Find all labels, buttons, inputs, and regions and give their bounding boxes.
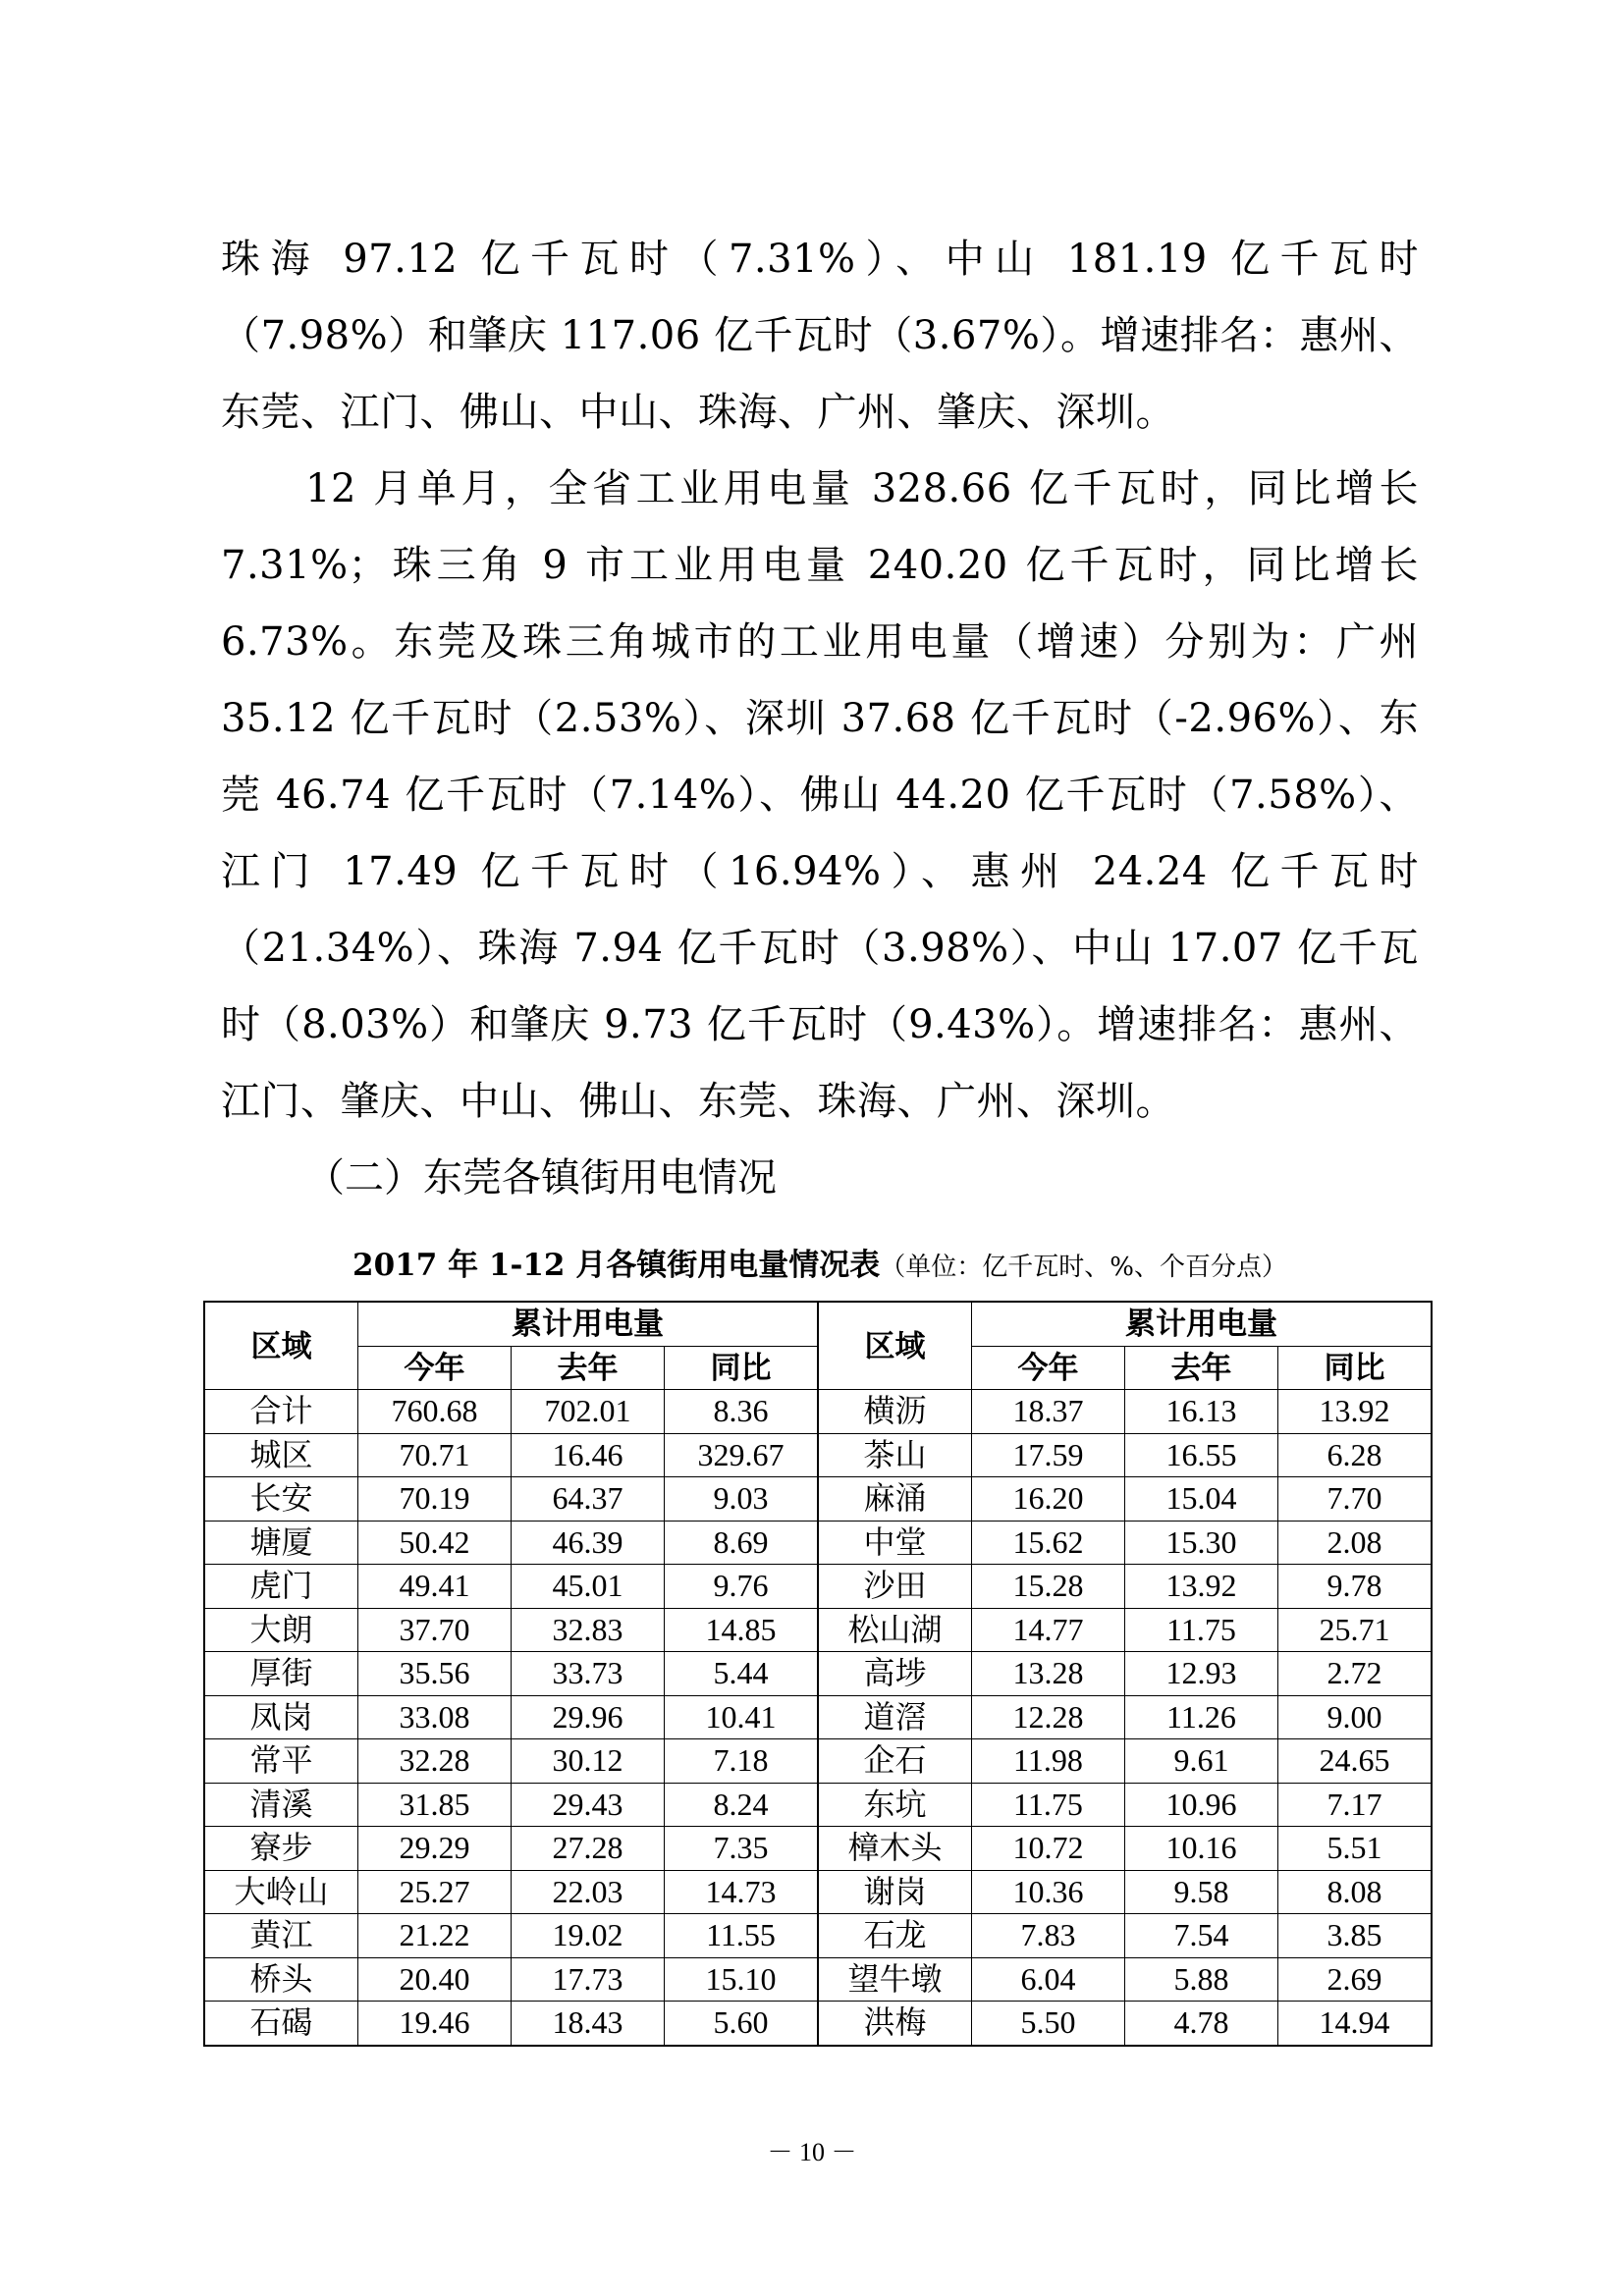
cell-yoy-right: 9.78: [1277, 1565, 1432, 1609]
cell-this-year-right: 10.36: [971, 1870, 1124, 1914]
cell-last-year-right: 5.88: [1124, 1957, 1277, 2002]
table-row: [204, 1957, 1432, 2002]
table-row: [204, 1739, 1432, 1784]
cell-last-year-left: 45.01: [511, 1565, 664, 1609]
cell-region-left: 大朗: [204, 1608, 358, 1652]
cell-this-year-left: 70.19: [358, 1477, 512, 1522]
cell-last-year-right: 7.54: [1124, 1914, 1277, 1958]
cell-last-year-right: 12.93: [1124, 1652, 1277, 1696]
cell-region-right: 石龙: [818, 1914, 972, 1958]
paragraph-1: 珠海 97.12 亿千瓦时（7.31%）、中山 181.19 亿千瓦时（7.98%）和肇庆 117.06 亿千瓦时（3.67%）。增速排名：惠州、东莞、江门、佛山、中山、珠海、广州、肇庆、深圳。: [221, 237, 1419, 435]
cell-yoy-right: 14.94: [1277, 2002, 1432, 2046]
table-row: [204, 1477, 1432, 1522]
cell-region-right: 洪梅: [818, 2002, 972, 2046]
table-body: [204, 1390, 1432, 2046]
cell-this-year-right: 6.04: [971, 1957, 1124, 2002]
cell-this-year-left: 50.42: [358, 1521, 512, 1565]
cell-last-year-left: 702.01: [511, 1390, 664, 1434]
cell-region-left: 大岭山: [204, 1870, 358, 1914]
cell-region-right: 望牛墩: [818, 1957, 972, 2002]
cell-region-left: 虎门: [204, 1565, 358, 1609]
header-last-year-right: 去年: [1124, 1346, 1277, 1390]
cell-yoy-left: 8.36: [664, 1390, 818, 1434]
cell-yoy-right: 5.51: [1277, 1827, 1432, 1871]
cell-last-year-left: 16.46: [511, 1433, 664, 1477]
cell-last-year-left: 22.03: [511, 1870, 664, 1914]
cell-this-year-left: 21.22: [358, 1914, 512, 1958]
electricity-table: [203, 1301, 1433, 2047]
cell-yoy-left: 329.67: [664, 1433, 818, 1477]
table-row: [204, 1565, 1432, 1609]
cell-yoy-left: 8.69: [664, 1521, 818, 1565]
cell-region-left: 黄江: [204, 1914, 358, 1958]
cell-yoy-left: 8.24: [664, 1783, 818, 1827]
cell-region-right: 道滘: [818, 1695, 972, 1739]
cell-yoy-right: 13.92: [1277, 1390, 1432, 1434]
cell-this-year-right: 10.72: [971, 1827, 1124, 1871]
cell-yoy-left: 14.85: [664, 1608, 818, 1652]
cell-last-year-right: 11.75: [1124, 1608, 1277, 1652]
cell-this-year-right: 12.28: [971, 1695, 1124, 1739]
cell-last-year-right: 15.30: [1124, 1521, 1277, 1565]
cell-yoy-left: 5.60: [664, 2002, 818, 2046]
cell-last-year-left: 29.96: [511, 1695, 664, 1739]
cell-region-left: 寮步: [204, 1827, 358, 1871]
cell-last-year-right: 15.04: [1124, 1477, 1277, 1522]
cell-yoy-right: 7.70: [1277, 1477, 1432, 1522]
cell-region-left: 桥头: [204, 1957, 358, 2002]
cell-last-year-left: 33.73: [511, 1652, 664, 1696]
cell-region-right: 麻涌: [818, 1477, 972, 1522]
cell-yoy-left: 9.03: [664, 1477, 818, 1522]
table-title-main: 2017 年 1-12 月各镇街用电量情况表: [352, 1248, 881, 1283]
cell-region-left: 合计: [204, 1390, 358, 1434]
cell-region-left: 厚街: [204, 1652, 358, 1696]
cell-this-year-right: 11.75: [971, 1783, 1124, 1827]
cell-region-right: 横沥: [818, 1390, 972, 1434]
cell-region-left: 常平: [204, 1739, 358, 1784]
cell-region-left: 清溪: [204, 1783, 358, 1827]
table-row: [204, 1433, 1432, 1477]
page-number: － 10 －: [767, 2138, 857, 2166]
header-group-right: 累计用电量: [971, 1302, 1432, 1346]
cell-this-year-right: 5.50: [971, 2002, 1124, 2046]
cell-yoy-right: 3.85: [1277, 1914, 1432, 1958]
cell-last-year-left: 46.39: [511, 1521, 664, 1565]
cell-this-year-left: 32.28: [358, 1739, 512, 1784]
cell-this-year-right: 15.28: [971, 1565, 1124, 1609]
cell-last-year-right: 16.13: [1124, 1390, 1277, 1434]
cell-this-year-left: 49.41: [358, 1565, 512, 1609]
cell-region-right: 樟木头: [818, 1827, 972, 1871]
cell-yoy-left: 7.18: [664, 1739, 818, 1784]
cell-yoy-right: 2.08: [1277, 1521, 1432, 1565]
table-row: [204, 1695, 1432, 1739]
cell-yoy-right: 9.00: [1277, 1695, 1432, 1739]
cell-this-year-right: 17.59: [971, 1433, 1124, 1477]
cell-yoy-right: 2.72: [1277, 1652, 1432, 1696]
cell-this-year-left: 20.40: [358, 1957, 512, 2002]
cell-last-year-right: 11.26: [1124, 1695, 1277, 1739]
cell-last-year-left: 30.12: [511, 1739, 664, 1784]
header-this-year-right: 今年: [971, 1346, 1124, 1390]
cell-yoy-left: 14.73: [664, 1870, 818, 1914]
table-unit: （单位：亿千瓦时、%、个百分点）: [880, 1253, 1287, 1282]
cell-last-year-right: 10.96: [1124, 1783, 1277, 1827]
cell-this-year-left: 70.71: [358, 1433, 512, 1477]
cell-last-year-left: 17.73: [511, 1957, 664, 2002]
cell-yoy-right: 24.65: [1277, 1739, 1432, 1784]
cell-last-year-left: 18.43: [511, 2002, 664, 2046]
cell-this-year-right: 14.77: [971, 1608, 1124, 1652]
cell-yoy-right: 8.08: [1277, 1870, 1432, 1914]
cell-this-year-left: 35.56: [358, 1652, 512, 1696]
cell-last-year-left: 64.37: [511, 1477, 664, 1522]
cell-this-year-right: 11.98: [971, 1739, 1124, 1784]
header-region-left: 区域: [204, 1302, 358, 1390]
cell-yoy-right: 25.71: [1277, 1608, 1432, 1652]
header-last-year-left: 去年: [511, 1346, 664, 1390]
cell-last-year-right: 9.61: [1124, 1739, 1277, 1784]
cell-region-right: 高埗: [818, 1652, 972, 1696]
cell-this-year-right: 7.83: [971, 1914, 1124, 1958]
cell-this-year-left: 31.85: [358, 1783, 512, 1827]
cell-this-year-left: 760.68: [358, 1390, 512, 1434]
cell-this-year-left: 25.27: [358, 1870, 512, 1914]
cell-last-year-left: 27.28: [511, 1827, 664, 1871]
cell-last-year-left: 32.83: [511, 1608, 664, 1652]
cell-region-right: 茶山: [818, 1433, 972, 1477]
table-title: [221, 1244, 1419, 1289]
cell-last-year-right: 4.78: [1124, 2002, 1277, 2046]
cell-yoy-left: 15.10: [664, 1957, 818, 2002]
header-region-right: 区域: [818, 1302, 972, 1390]
cell-last-year-right: 16.55: [1124, 1433, 1277, 1477]
cell-region-left: 凤岗: [204, 1695, 358, 1739]
cell-this-year-right: 13.28: [971, 1652, 1124, 1696]
cell-yoy-left: 9.76: [664, 1565, 818, 1609]
cell-yoy-left: 11.55: [664, 1914, 818, 1958]
cell-region-right: 东坑: [818, 1783, 972, 1827]
cell-this-year-right: 15.62: [971, 1521, 1124, 1565]
cell-this-year-right: 16.20: [971, 1477, 1124, 1522]
table-row: [204, 2002, 1432, 2046]
cell-region-left: 城区: [204, 1433, 358, 1477]
cell-region-right: 中堂: [818, 1521, 972, 1565]
cell-last-year-right: 9.58: [1124, 1870, 1277, 1914]
cell-this-year-left: 33.08: [358, 1695, 512, 1739]
cell-last-year-right: 13.92: [1124, 1565, 1277, 1609]
cell-yoy-right: 7.17: [1277, 1783, 1432, 1827]
header-this-year-left: 今年: [358, 1346, 512, 1390]
cell-region-right: 企石: [818, 1739, 972, 1784]
table-row: [204, 1390, 1432, 1434]
cell-region-left: 石碣: [204, 2002, 358, 2046]
cell-region-left: 塘厦: [204, 1521, 358, 1565]
table-row: [204, 1608, 1432, 1652]
cell-this-year-left: 37.70: [358, 1608, 512, 1652]
table-header-row: [204, 1302, 1432, 1346]
header-group-left: 累计用电量: [358, 1302, 818, 1346]
cell-last-year-left: 29.43: [511, 1783, 664, 1827]
section-heading: （二）东莞各镇街用电情况: [305, 1155, 777, 1201]
cell-region-right: 谢岗: [818, 1870, 972, 1914]
table-row: [204, 1521, 1432, 1565]
table-row: [204, 1827, 1432, 1871]
cell-region-right: 松山湖: [818, 1608, 972, 1652]
cell-yoy-left: 7.35: [664, 1827, 818, 1871]
table-row: [204, 1870, 1432, 1914]
header-yoy-left: 同比: [664, 1346, 818, 1390]
cell-this-year-left: 29.29: [358, 1827, 512, 1871]
header-yoy-right: 同比: [1277, 1346, 1432, 1390]
cell-yoy-right: 2.69: [1277, 1957, 1432, 2002]
cell-last-year-left: 19.02: [511, 1914, 664, 1958]
table-row: [204, 1652, 1432, 1696]
cell-this-year-left: 19.46: [358, 2002, 512, 2046]
cell-yoy-right: 6.28: [1277, 1433, 1432, 1477]
cell-region-right: 沙田: [818, 1565, 972, 1609]
cell-yoy-left: 5.44: [664, 1652, 818, 1696]
table-row: [204, 1783, 1432, 1827]
page-content: [221, 221, 1419, 2047]
cell-last-year-right: 10.16: [1124, 1827, 1277, 1871]
paragraph-2: 12 月单月，全省工业用电量 328.66 亿千瓦时，同比增长 7.31%；珠三角 9 市工业用电量 240.20 亿千瓦时，同比增长 6.73%。东莞及珠三角城市的工业用电量（增速）分别为：广州 35.12 亿千瓦时（2.53%）、深圳 37.68 亿千瓦时（-2.96%）、东莞 46.74 亿千瓦时（7.14%）、佛山 44.20 亿千瓦时（7.58%）、江门 17.49 亿千瓦时（16.94%）、惠州 24.24 亿千瓦时（21.34%）、珠海 7.94 亿千瓦时（3.98%）、中山 17.07 亿千瓦时（8.03%）和肇庆 9.73 亿千瓦时（9.43%）。增速排名：惠州、江门、肇庆、中山、佛山、东莞、珠海、广州、深圳。: [221, 466, 1419, 1124]
cell-this-year-right: 18.37: [971, 1390, 1124, 1434]
cell-yoy-left: 10.41: [664, 1695, 818, 1739]
cell-region-left: 长安: [204, 1477, 358, 1522]
table-row: [204, 1914, 1432, 1958]
